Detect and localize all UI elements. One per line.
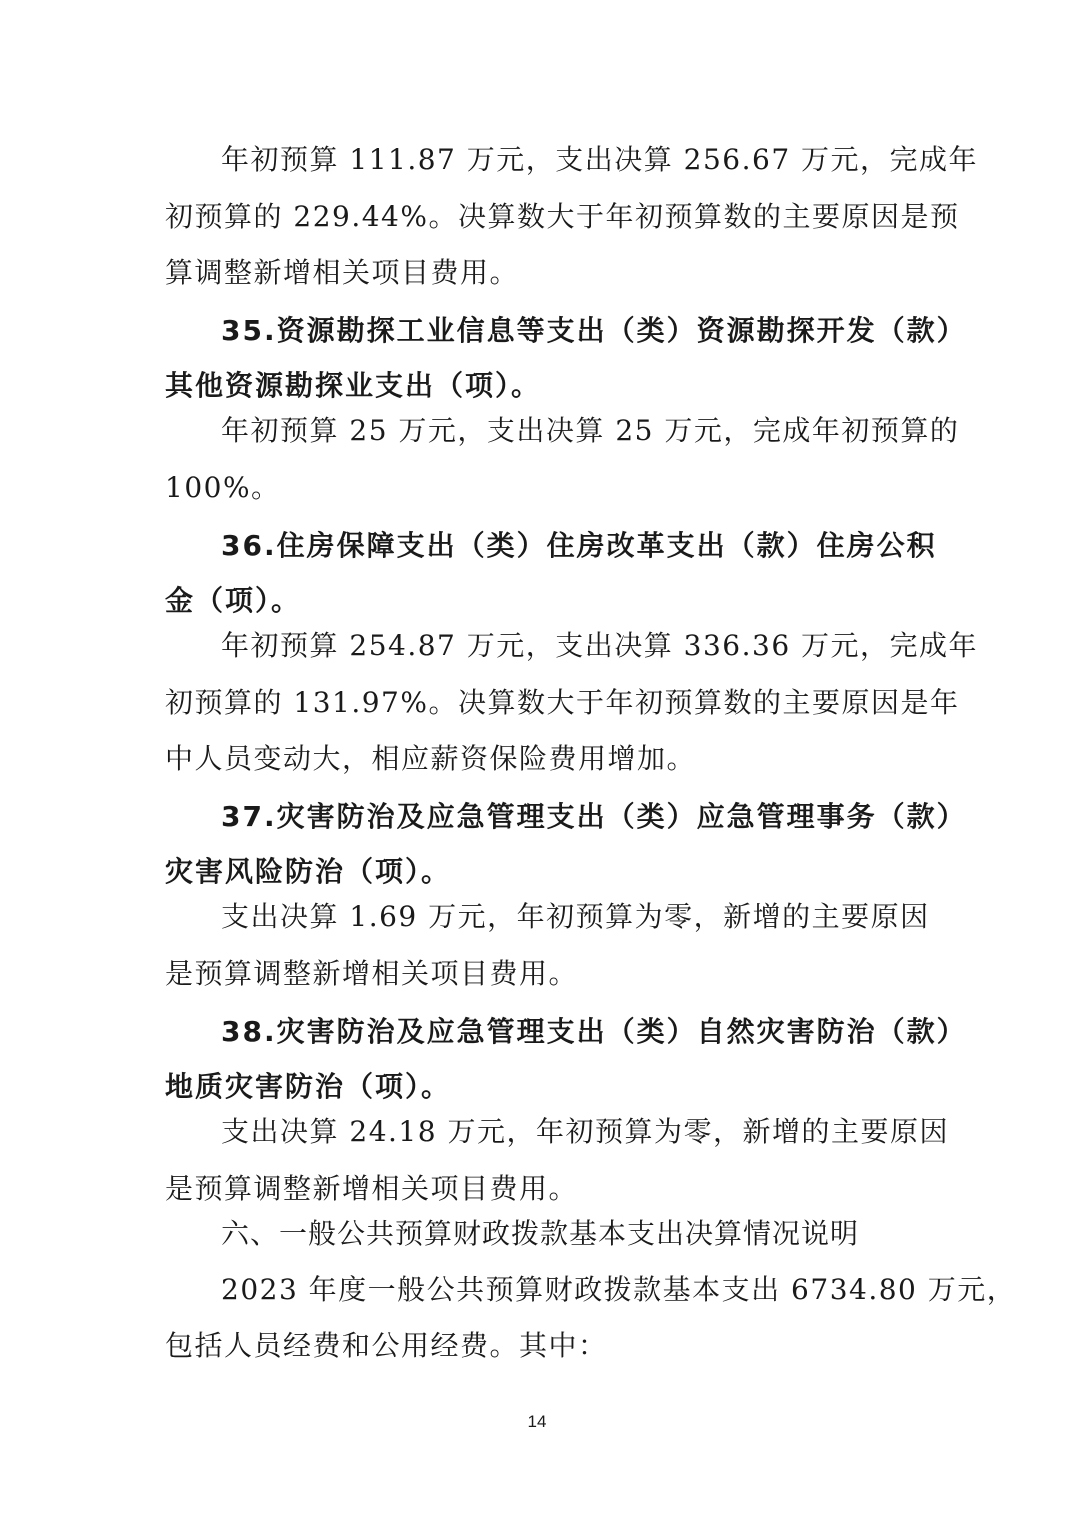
paragraph-item-37-line-1: 支出决算 1.69 万元，年初预算为零，新增的主要原因: [221, 900, 930, 933]
heading-item-36-line-2: 金（项）。: [165, 584, 302, 617]
heading-item-38-line-1: 38.灾害防治及应急管理支出（类）自然灾害防治（款）: [221, 1015, 967, 1048]
paragraph-item-36-line-1: 年初预算 254.87 万元，支出决算 336.36 万元，完成年: [221, 629, 979, 662]
paragraph-section-six-line-1: 2023 年度一般公共预算财政拨款基本支出 6734.80 万元，: [221, 1273, 1017, 1306]
section-heading-six: 六、一般公共预算财政拨款基本支出决算情况说明: [221, 1217, 860, 1250]
paragraph-item-35-line-1: 年初预算 25 万元，支出决算 25 万元，完成年初预算的: [221, 414, 960, 447]
paragraph-item-36-line-3: 中人员变动大，相应薪资保险费用增加。: [165, 742, 697, 775]
paragraph-budget-line-3: 算调整新增相关项目费用。: [165, 256, 520, 289]
page-number: 14: [527, 1412, 547, 1431]
paragraph-section-six-line-2: 包括人员经费和公用经费。其中：: [165, 1329, 608, 1362]
heading-item-35-line-2: 其他资源勘探业支出（项）。: [165, 369, 542, 402]
paragraph-item-36-line-2: 初预算的 131.97%。决算数大于年初预算数的主要原因是年: [165, 686, 960, 719]
heading-item-38-line-2: 地质灾害防治（项）。: [165, 1070, 452, 1103]
heading-item-37-line-2: 灾害风险防治（项）。: [165, 855, 452, 888]
paragraph-budget-line-1: 年初预算 111.87 万元，支出决算 256.67 万元，完成年: [221, 143, 979, 176]
heading-item-37-line-1: 37.灾害防治及应急管理支出（类）应急管理事务（款）: [221, 800, 967, 833]
paragraph-item-37-line-2: 是预算调整新增相关项目费用。: [165, 957, 579, 990]
paragraph-item-35-line-2: 100%。: [165, 471, 281, 504]
paragraph-budget-line-2: 初预算的 229.44%。决算数大于年初预算数的主要原因是预: [165, 200, 960, 233]
heading-item-36-line-1: 36.住房保障支出（类）住房改革支出（款）住房公积: [221, 529, 937, 562]
heading-item-35-line-1: 35.资源勘探工业信息等支出（类）资源勘探开发（款）: [221, 314, 967, 347]
paragraph-item-38-line-2: 是预算调整新增相关项目费用。: [165, 1172, 579, 1205]
paragraph-item-38-line-1: 支出决算 24.18 万元，年初预算为零，新增的主要原因: [221, 1115, 949, 1148]
